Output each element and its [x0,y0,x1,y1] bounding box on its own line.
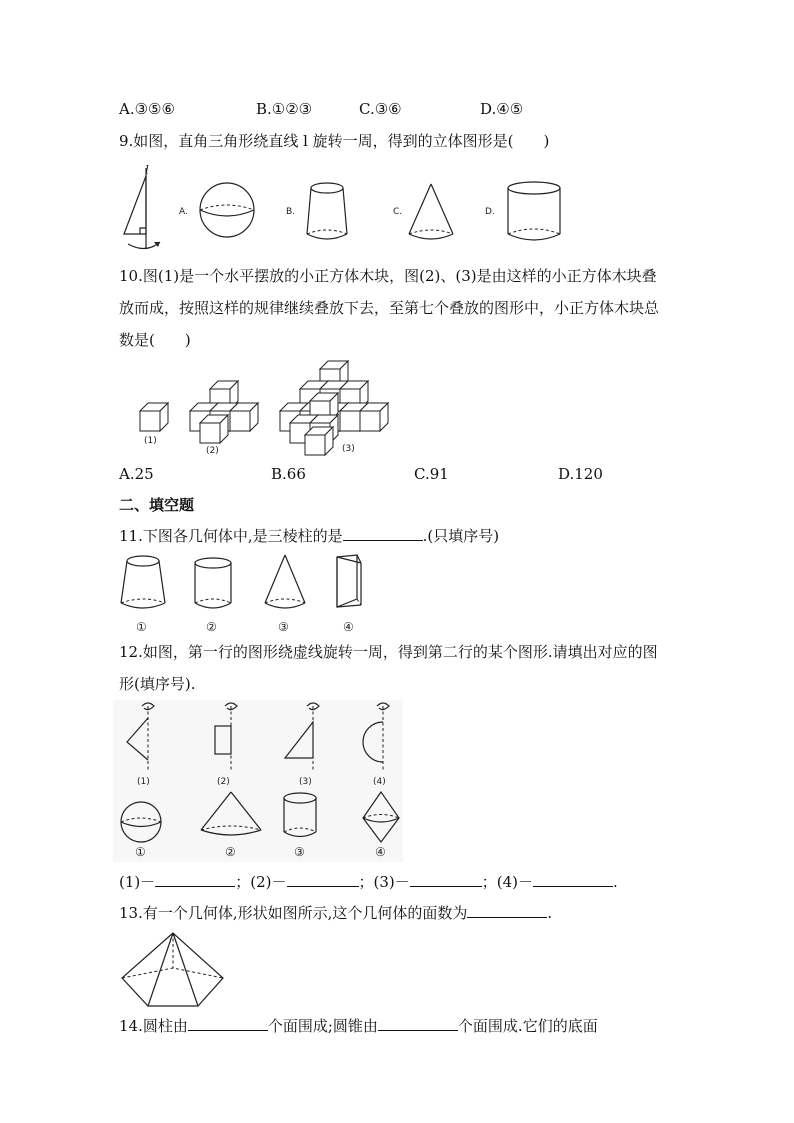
q14-part-3: 个面围成.它们的底面 [457,1017,598,1035]
q14-answer-blank-2[interactable] [378,1016,458,1031]
q9-figure-triangle [118,162,168,258]
q11-label-4: ④ [343,620,354,634]
q13-answer-blank[interactable] [467,903,547,918]
q12-bottom-label-1: ① [135,845,146,859]
q9-figure-b-frustum [284,180,354,244]
q12-answer-prefix-1: (1)－ [119,873,156,891]
q14-part-2: 个面围成;圆锥由 [267,1017,378,1035]
q10-question-line1: 10.图(1)是一个水平摆放的小正方体木块，图(2)、(3)是由这样的小正方体木块叠 [119,267,657,285]
q9-figure-d-cylinder [483,180,563,244]
q12-answer-line [119,872,618,892]
q11-text-before: 11.下图各几何体中,是三棱柱的是 [119,527,343,545]
q10-option-a: A.25 [119,465,154,483]
q9-axis-label: l [145,163,149,177]
q14-question-text [119,1016,598,1036]
q12-answer-blank-3[interactable] [410,872,482,887]
q9-question-text: 9.如图，直角三角形绕直线 l 旋转一周，得到的立体图形是( ) [119,132,550,150]
q12-bottom-label-2: ② [225,845,236,859]
q9-fig-a-label: A. [179,207,188,217]
q12-question-line2: 形(填序号). [119,675,196,693]
q12-question-line1: 12.如图，第一行的图形绕虚线旋转一周，得到第二行的某个图形.请填出对应的图 [119,643,658,661]
q13-pentagonal-pyramid [118,930,228,1010]
q9-figure-a-sphere [177,180,257,242]
q12-answer-prefix-2: ；(2)－ [235,873,287,891]
q12-answer-blank-2[interactable] [287,872,359,887]
q13-text-before: 13.有一个几何体,形状如图所示,这个几何体的面数为 [119,904,468,922]
q8-option-b: B.①②③ [256,100,313,118]
q10-fig1-label: (1) [144,436,157,446]
q13-text-after: . [547,904,553,922]
q9-fig-c-label: C. [393,207,403,217]
q12-answer-prefix-4: ；(4)－ [481,873,533,891]
q9-right-triangle [124,176,146,234]
q11-text-after: .(只填序号) [422,527,500,545]
q13-question-text [119,903,552,923]
q12-answer-blank-4[interactable] [533,872,613,887]
q9-figure-c-cone [391,180,461,244]
q9-fig-b-label: B. [286,207,296,217]
q8-option-d: D.④⑤ [480,100,524,118]
q12-answer-blank-1[interactable] [155,872,235,887]
q8-option-a: A.③⑤⑥ [119,100,175,118]
q11-solids-figure [115,553,375,635]
q12-answer-end: . [613,873,618,891]
q12-rotation-figure [113,700,403,862]
section-title-fill-in: 二、填空题 [119,496,195,514]
q11-label-1: ① [136,620,147,634]
q10-question-line2: 放而成，按照这样的规律继续叠放下去，至第七个叠放的图形中，小正方体木块总 [119,299,660,317]
q9-fig-d-label: D. [485,207,495,217]
q14-answer-blank-1[interactable] [188,1016,268,1031]
q10-fig2-label: (2) [206,446,219,456]
q8-option-c: C.③⑥ [359,100,402,118]
q11-label-2: ② [206,620,217,634]
q10-option-b: B.66 [271,465,306,483]
q12-top-label-4: (4) [373,777,386,787]
q10-option-d: D.120 [558,465,603,483]
q9-right-angle-mark [140,228,146,234]
q12-top-label-2: (2) [217,777,230,787]
q12-answer-prefix-3: ；(3)－ [358,873,410,891]
q10-option-c: C.91 [414,465,449,483]
q10-cube-figures [130,355,400,460]
q11-question-text [119,526,499,546]
q12-bottom-label-3: ③ [294,845,305,859]
q12-bottom-label-4: ④ [375,845,386,859]
q10-question-line3: 数是( ) [119,331,191,349]
q11-answer-blank[interactable] [343,526,423,541]
q12-top-label-1: (1) [137,777,150,787]
q12-top-label-3: (3) [299,777,312,787]
q14-part-1: 14.圆柱由 [119,1017,188,1035]
q11-label-3: ③ [278,620,289,634]
q10-fig3-label: (3) [342,444,355,454]
